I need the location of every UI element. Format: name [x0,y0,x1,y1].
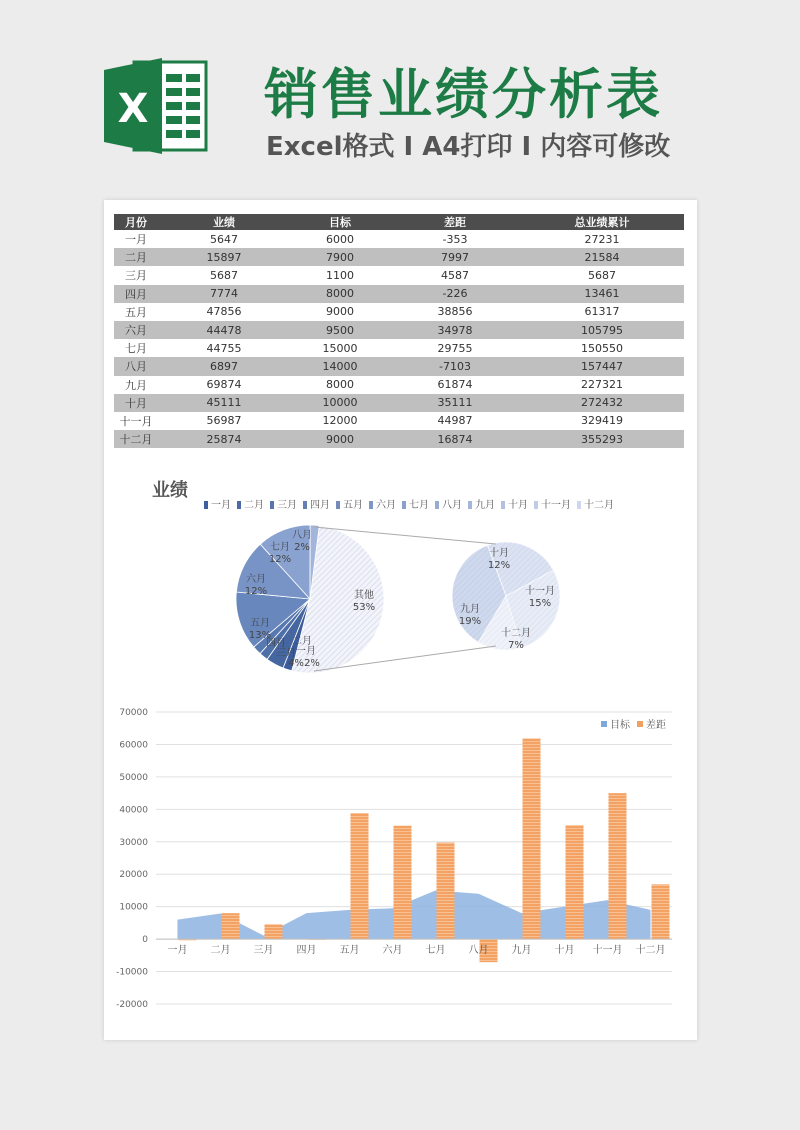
pie-label-sep: 九月 [460,604,480,615]
legend-swatch [534,501,538,509]
legend-label: 十一月 [541,500,571,511]
cell-value: 六月 [125,324,147,338]
legend-label: 五月 [343,500,363,511]
y-tick-label: -20000 [116,1000,148,1010]
x-tick-label: 四月 [296,945,317,957]
legend-label: 三月 [277,500,297,511]
x-tick-label: 十二月 [635,945,666,957]
cell-cumulative[interactable] [520,248,684,266]
legend-item [336,500,363,511]
pie-label-sep-pct: 19% [458,616,482,627]
legend-label: 八月 [442,500,462,511]
diff-bar [652,884,670,939]
cell-value: 15897 [206,250,242,264]
cell-sales[interactable] [158,412,290,430]
cell-target[interactable] [290,412,390,430]
cell-diff[interactable] [390,285,520,303]
cell-target[interactable] [290,357,390,375]
pie-label-may-pct: 13% [248,630,272,641]
legend-swatch [336,501,340,509]
cell-diff[interactable] [390,376,520,394]
cell-value: 47856 [206,305,242,319]
pie-label-nov: 十一月 [525,586,555,597]
x-tick-label: 六月 [382,945,403,957]
page-title: 销售业绩分析表 [264,63,663,126]
legend-swatch [204,501,208,509]
cell-value: 61874 [437,378,473,392]
y-tick-label: 10000 [119,902,148,913]
pie-label-jan: 一月 [296,646,316,657]
cell-value: 272432 [581,396,623,410]
cell-cumulative[interactable] [520,321,684,339]
cell-value: 9000 [326,432,354,446]
cell-value: 21584 [584,250,620,264]
diff-bar [394,826,412,939]
cell-cumulative[interactable] [520,339,684,357]
cell-value: 69874 [206,378,242,392]
legend-swatch [303,501,307,509]
cell-cumulative[interactable] [520,394,684,412]
x-tick-label: 九月 [511,945,532,957]
legend-swatch [402,501,406,509]
target-diff-chart [104,690,697,1030]
cell-cumulative[interactable] [520,303,684,321]
cell-target[interactable] [290,230,390,248]
cell-value: 1100 [326,268,354,282]
cell-sales[interactable] [158,303,290,321]
cell-diff[interactable] [390,430,520,448]
cell-target[interactable] [290,376,390,394]
legend-item [577,500,614,511]
pie-label-aug: 八月 [292,530,312,541]
cell-value: 6897 [210,359,238,373]
cell-value: 五月 [125,305,147,319]
pie-chart-title: 业绩 [152,480,188,501]
cell-value: 8000 [326,287,354,301]
diff-bar [222,913,240,939]
pie-label-jul: 七月 [270,542,290,553]
cell-value: 三月 [125,269,147,283]
legend-swatch-diff [637,721,643,727]
cell-value: 四月 [125,287,147,301]
pie-of-pie-chart [104,514,697,689]
cell-value: 十一月 [119,414,153,428]
y-tick-label: 50000 [119,772,148,783]
spreadsheet-sheet [104,200,697,1040]
cell-month[interactable] [114,430,158,448]
legend-item [402,500,429,511]
cell-value: 6000 [326,232,354,246]
cell-value: 27231 [584,232,620,246]
table-row [114,430,684,448]
legend-item [204,500,231,511]
cell-value: 9500 [326,323,354,337]
cell-value: 4587 [441,268,469,282]
y-tick-label: 60000 [119,740,148,751]
cell-value: 14000 [322,359,358,373]
legend-item [237,500,264,511]
cell-cumulative[interactable] [520,285,684,303]
cell-cumulative[interactable] [520,357,684,375]
cell-value: 5687 [210,268,238,282]
pie-label-dec: 十二月 [501,628,531,639]
logo-letter: X [117,86,149,132]
column-header-month: 月份 [114,214,158,230]
table-row [114,321,684,339]
pie-label-apr: 四月 [266,638,286,649]
pie-label-mar: 三月 [276,648,296,659]
table-row [114,285,684,303]
cell-value: 10000 [322,396,358,410]
column-header-sales: 业绩 [158,214,290,230]
legend-label: 十二月 [584,500,614,511]
legend-item [435,500,462,511]
cell-diff[interactable] [390,266,520,284]
cell-value: 八月 [125,360,147,374]
cell-value: 8000 [326,378,354,392]
cell-value: 7900 [326,250,354,264]
table-header-row [114,214,684,230]
cell-value: 12000 [322,414,358,428]
pie-label-jul-pct: 12% [268,554,292,565]
legend-item [303,500,330,511]
table-row [114,339,684,357]
cell-cumulative[interactable] [520,430,684,448]
diff-bar [351,813,369,939]
diff-bar [523,738,541,939]
column-header-diff: 差距 [390,214,520,230]
cell-sales[interactable] [158,266,290,284]
cell-month[interactable] [114,357,158,375]
cell-value: 13461 [584,287,620,301]
cell-value: 38856 [437,305,473,319]
table-row [114,266,684,284]
cell-value: 44987 [437,414,473,428]
y-tick-label: -10000 [116,967,148,978]
cell-sales[interactable] [158,376,290,394]
legend-item [369,500,396,511]
legend-label: 四月 [310,500,330,511]
cell-value: 九月 [125,378,147,392]
legend-label: 十月 [508,500,528,511]
pie-label-may: 五月 [250,618,270,629]
cell-value: 25874 [206,432,242,446]
cell-diff[interactable] [390,321,520,339]
cell-value: 七月 [125,342,147,356]
legend-label: 六月 [376,500,396,511]
cell-month[interactable] [114,339,158,357]
cell-month[interactable] [114,321,158,339]
table-row [114,248,684,266]
pie-label-oct-pct: 12% [487,560,511,571]
y-tick-label: 70000 [119,708,148,718]
cell-value: 35111 [437,396,473,410]
legend-swatch [468,501,472,509]
cell-target[interactable] [290,394,390,412]
cell-value: 355293 [581,432,623,446]
x-tick-label: 三月 [253,945,274,957]
cell-sales[interactable] [158,230,290,248]
cell-value: 9000 [326,305,354,319]
cell-value: 61317 [584,305,620,319]
pie-label-nov-pct: 15% [528,598,552,609]
diff-bar [265,924,283,939]
pie-label-other-pct: 53% [352,602,376,613]
excel-logo-icon [104,56,208,156]
y-tick-label: 30000 [119,837,148,848]
cell-cumulative[interactable] [520,230,684,248]
cell-target[interactable] [290,339,390,357]
cell-value: 15000 [322,341,358,355]
cell-value: 44478 [206,323,242,337]
legend-label-diff: 差距 [646,720,666,731]
cell-sales[interactable] [158,357,290,375]
cell-value: 150550 [581,341,623,355]
cell-value: 56987 [206,414,242,428]
x-tick-label: 十月 [554,945,575,957]
cell-value: 157447 [581,359,623,373]
table-row [114,230,684,248]
cell-month[interactable] [114,394,158,412]
cell-cumulative[interactable] [520,376,684,394]
x-tick-label: 一月 [167,945,188,957]
cell-sales[interactable] [158,321,290,339]
table-row [114,303,684,321]
diff-bar [609,793,627,939]
cell-value: 45111 [206,396,242,410]
cell-target[interactable] [290,303,390,321]
column-header-target: 目标 [290,214,390,230]
pie-label-aug-pct: 2% [294,542,310,553]
cell-sales[interactable] [158,248,290,266]
table-row [114,376,684,394]
pie-label-feb-pct: 4% [288,658,304,669]
x-tick-label: 七月 [425,945,446,957]
cell-diff[interactable] [390,303,520,321]
cell-diff[interactable] [390,394,520,412]
x-tick-label: 十一月 [592,945,623,957]
legend-label: 九月 [475,500,495,511]
cell-sales[interactable] [158,430,290,448]
legend-label: 二月 [244,500,264,511]
legend-swatch [369,501,373,509]
cell-value: 105795 [581,323,623,337]
cell-value: 十月 [125,396,147,410]
cell-sales[interactable] [158,285,290,303]
diff-bar [566,825,584,939]
legend-label-target: 目标 [610,720,630,731]
legend-item [468,500,495,511]
cell-month[interactable] [114,376,158,394]
cell-target[interactable] [290,248,390,266]
legend-swatch [501,501,505,509]
page-subtitle: Excel格式 Ⅰ A4打印 Ⅰ 内容可修改 [266,132,671,162]
cell-value: -353 [442,232,468,246]
pie-label-jun-pct: 12% [244,586,268,597]
pie-label-jun: 六月 [246,574,266,585]
legend-item [270,500,297,511]
cell-cumulative[interactable] [520,266,684,284]
column-header-cumulative: 总业绩累计 [520,214,684,230]
pie-label-oct: 十月 [489,548,509,559]
cell-diff[interactable] [390,412,520,430]
cell-target[interactable] [290,266,390,284]
cell-target[interactable] [290,430,390,448]
cell-target[interactable] [290,285,390,303]
cell-value: 一月 [125,233,147,247]
cell-sales[interactable] [158,339,290,357]
cell-month[interactable] [114,266,158,284]
cell-value: 329419 [581,414,623,428]
cell-month[interactable] [114,285,158,303]
pie-label-other: 其他 [354,590,374,601]
legend-swatch [237,501,241,509]
cell-value: 二月 [125,251,147,265]
x-tick-label: 八月 [468,945,489,957]
legend-item [534,500,571,511]
cell-target[interactable] [290,321,390,339]
legend-swatch [435,501,439,509]
legend-swatch [577,501,581,509]
table-row [114,394,684,412]
cell-value: 7774 [210,287,238,301]
legend-item [501,500,528,511]
cell-value: 34978 [437,323,473,337]
pie-label-jan-pct: 2% [304,658,320,669]
cell-value: 227321 [581,378,623,392]
table-row [114,412,684,430]
sales-table [114,214,684,448]
cell-diff[interactable] [390,230,520,248]
cell-value: 29755 [437,341,473,355]
cell-value: 十二月 [119,433,153,447]
pie-label-dec-pct: 7% [508,640,524,651]
cell-diff[interactable] [390,357,520,375]
y-tick-label: 40000 [119,805,148,816]
table-row [114,357,684,375]
legend-swatch [270,501,274,509]
x-tick-label: 二月 [210,945,231,957]
y-tick-label: 20000 [119,870,148,881]
cell-month[interactable] [114,412,158,430]
legend-swatch-target [601,721,607,727]
cell-value: 44755 [206,341,242,355]
x-tick-label: 五月 [339,945,360,957]
legend-label: 七月 [409,500,429,511]
cell-month[interactable] [114,303,158,321]
cell-sales[interactable] [158,394,290,412]
pie-legend [204,496,620,511]
cell-month[interactable] [114,230,158,248]
cell-diff[interactable] [390,339,520,357]
cell-diff[interactable] [390,248,520,266]
legend-label: 一月 [211,500,231,511]
cell-value: -7103 [439,359,471,373]
y-tick-label: 0 [142,935,148,946]
cell-value: 5647 [210,232,238,246]
cell-cumulative[interactable] [520,412,684,430]
pie-label-feb: 二月 [292,636,312,647]
cell-value: 5687 [588,268,616,282]
cell-value: 7997 [441,250,469,264]
cell-month[interactable] [114,248,158,266]
cell-value: -226 [442,287,468,301]
cell-value: 16874 [437,432,473,446]
diff-bar [437,843,455,940]
